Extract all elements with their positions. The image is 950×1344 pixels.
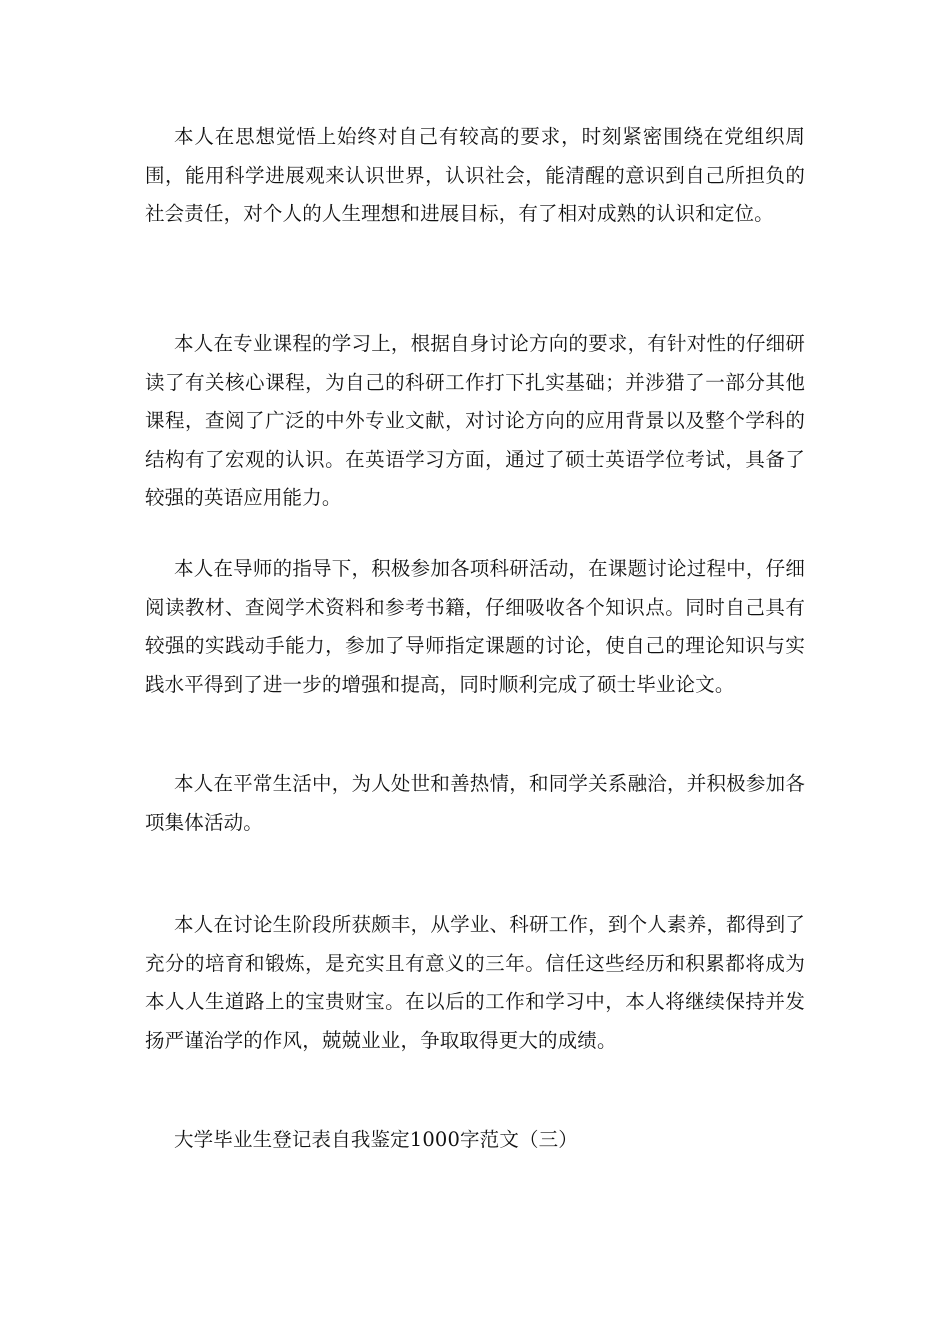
paragraph-research: 本人在导师的指导下，积极参加各项科研活动，在课题讨论过程中，仔细阅读教材、查阅学术资料和参考书籍，仔细吸收各个知识点。同时自己具有较强的实践动手能力，参加了导师指定课题的讨论，使自己的理论知识与实践水平得到了进一步的增强和提高，同时顺利完成了硕士毕业论文。 xyxy=(145,557,805,696)
section-heading: 大学毕业生登记表自我鉴定1000字范文（三） xyxy=(174,1128,578,1151)
paragraph-daily-life: 本人在平常生活中，为人处世和善热情，和同学关系融洽，并积极参加各项集体活动。 xyxy=(145,772,805,834)
paragraph-coursework: 本人在专业课程的学习上，根据自身讨论方向的要求，有针对性的仔细研读了有关核心课程，为自己的科研工作打下扎实基础；并涉猎了一部分其他课程，查阅了广泛的中外专业文献，对讨论方向的应用背景以及整个学科的结构有了宏观的认识。在英语学习方面，通过了硕士英语学位考试，具备了较强的英语应用能力。 xyxy=(145,332,805,510)
paragraph-ideology: 本人在思想觉悟上始终对自己有较高的要求，时刻紧密围绕在党组织周围，能用科学进展观来认识世界，认识社会，能清醒的意识到自己所担负的社会责任，对个人的人生理想和进展目标，有了相对成熟的认识和定位。 xyxy=(145,125,805,226)
paragraph-summary: 本人在讨论生阶段所获颇丰，从学业、科研工作，到个人素养，都得到了充分的培育和锻炼，是充实且有意义的三年。信任这些经历和积累都将成为本人人生道路上的宝贵财宝。在以后的工作和学习中，本人将继续保持并发扬严谨治学的作风，兢兢业业，争取取得更大的成绩。 xyxy=(145,913,805,1052)
